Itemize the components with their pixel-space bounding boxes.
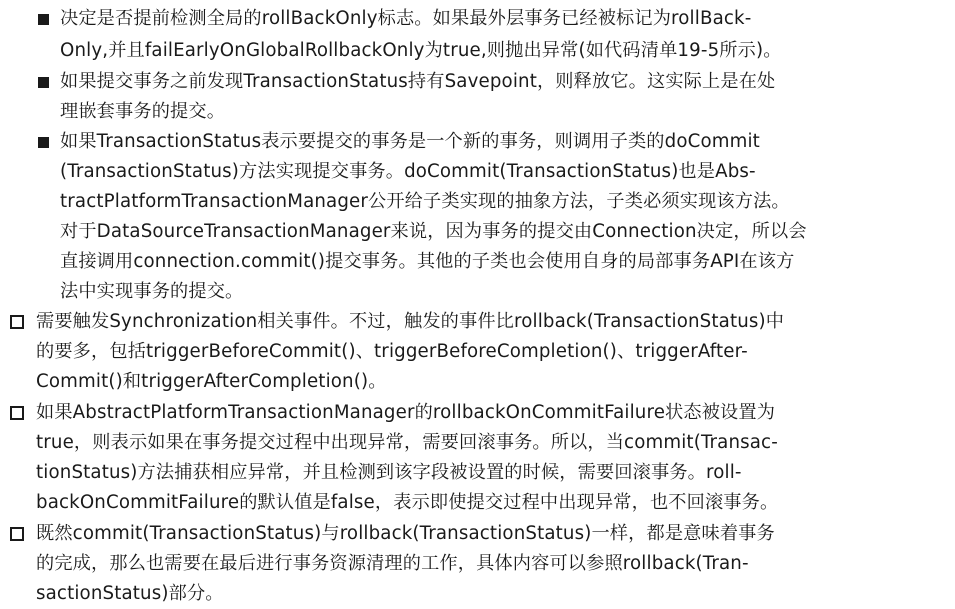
text-line: (TransactionStatus)方法实现提交事务。doCommit(TransactionStatus)也是Abs- <box>60 161 756 182</box>
text-line: 如果TransactionStatus表示要提交的事务是一个新的事务，则调用子类的doCommit <box>60 131 760 152</box>
text-line: true，则表示如果在事务提交过程中出现异常，需要回滚事务。所以，当commit(Transac- <box>36 432 778 453</box>
text-line: 直接调用connection.commit()提交事务。其他的子类也会使用自身的局部事务API在该方 <box>60 251 795 272</box>
square-bullet-icon <box>38 137 49 148</box>
text-line: tractPlatformTransactionManager公开给子类实现的抽象方法，子类必须实现该方法。 <box>60 191 790 212</box>
checkbox-bullet-icon <box>10 527 24 541</box>
text-line: 决定是否提前检测全局的rollBackOnly标志。如果最外层事务已经被标记为rollBack- <box>60 8 752 29</box>
text-line: backOnCommitFailure的默认值是false，表示即使提交过程中出现异常，也不回滚事务。 <box>36 492 779 513</box>
checkbox-bullet-icon <box>10 406 24 420</box>
text-line: 理嵌套事务的提交。 <box>60 101 226 122</box>
text-line: 既然commit(TransactionStatus)与rollback(TransactionStatus)一样，都是意味着事务 <box>36 523 775 544</box>
checkbox-bullet-icon <box>10 315 24 329</box>
text-line: 如果提交事务之前发现TransactionStatus持有Savepoint，则释放它。这实际上是在处 <box>60 71 776 92</box>
text-line: 的要多，包括triggerBeforeCommit()、triggerBeforeCompletion()、triggerAfter- <box>36 341 748 362</box>
square-bullet-icon <box>38 14 49 25</box>
text-line: Commit()和triggerAfterCompletion()。 <box>36 371 387 392</box>
text-line: sactionStatus)部分。 <box>36 583 224 604</box>
text-line: 如果AbstractPlatformTransactionManager的rollbackOnCommitFailure状态被设置为 <box>36 402 776 423</box>
text-line: 对于DataSourceTransactionManager来说，因为事务的提交由Connection决定，所以会 <box>60 221 807 242</box>
text-line: 需要触发Synchronization相关事件。不过，触发的事件比rollback(TransactionStatus)中 <box>36 311 785 332</box>
text-line: 的完成，那么也需要在最后进行事务资源清理的工作，具体内容可以参照rollback(Tran- <box>36 553 749 574</box>
text-line: 法中实现事务的提交。 <box>60 281 244 302</box>
text-line: Only,并且failEarlyOnGlobalRollbackOnly为true,则抛出异常(如代码清单19-5所示)。 <box>60 40 782 61</box>
square-bullet-icon <box>38 77 49 88</box>
text-line: tionStatus)方法捕获相应异常，并且检测到该字段被设置的时候，需要回滚事务。roll- <box>36 462 742 483</box>
